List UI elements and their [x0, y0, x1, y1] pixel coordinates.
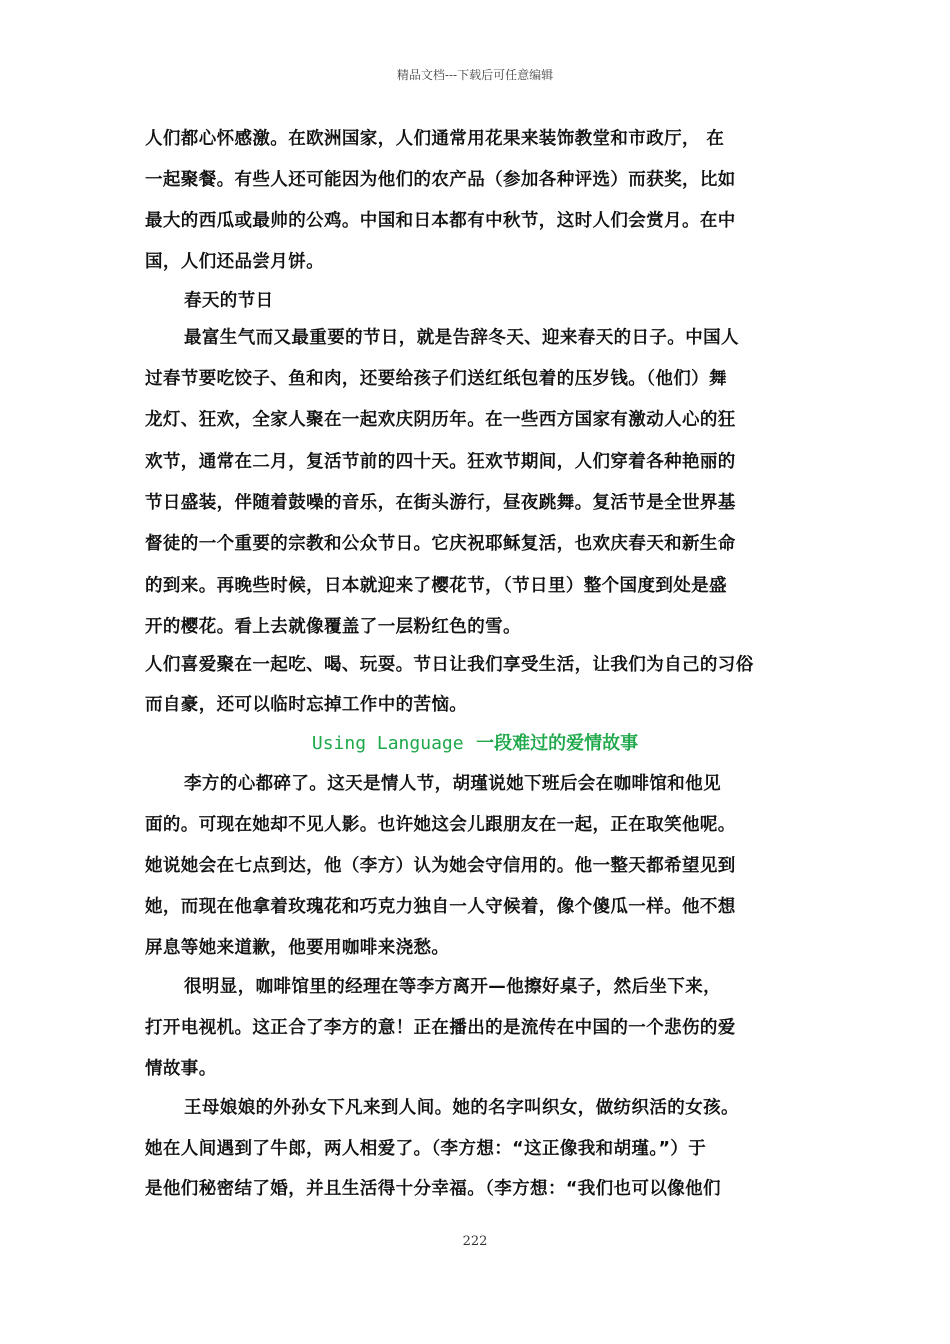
- paragraph-line: 一起聚餐。有些人还可能因为他们的农产品（参加各种评选）而获奖，比如: [145, 170, 736, 190]
- section-heading: [0, 729, 950, 755]
- paragraph-line: 屏息等她来道歉，他要用咖啡来浇愁。: [145, 938, 450, 958]
- paragraph-line: 人们喜爱聚在一起吃、喝、玩耍。节日让我们享受生活，让我们为自己的习俗: [145, 655, 754, 675]
- paragraph-line: 国，人们还品尝月饼。: [145, 252, 324, 272]
- paragraph-line: 龙灯、狂欢，全家人聚在一起欢庆阴历年。在一些西方国家有激动人心的狂: [145, 410, 736, 430]
- paragraph-line: 很明显，咖啡馆里的经理在等李方离开—他擦好桌子，然后坐下来，: [184, 977, 721, 997]
- paragraph-line: 最富生气而又最重要的节日，就是告辞冬天、迎来春天的日子。中国人: [184, 328, 739, 348]
- page-header: 精品文档---下载后可任意编辑: [396, 68, 554, 82]
- paragraph-line: 开的樱花。看上去就像覆盖了一层粉红色的雪。: [145, 617, 521, 637]
- heading-chinese: 一段难过的爱情故事: [463, 733, 639, 754]
- paragraph-line: 她在人间遇到了牛郎，两人相爱了。（李方想：“这正像我和胡瑾。”）于: [145, 1139, 707, 1159]
- paragraph-line: 欢节，通常在二月，复活节前的四十天。狂欢节期间，人们穿着各种艳丽的: [145, 452, 736, 472]
- heading-latin: Using Language: [311, 733, 464, 754]
- paragraph-line: 督徒的一个重要的宗教和公众节日。它庆祝耶稣复活，也欢庆春天和新生命: [145, 534, 736, 554]
- paragraph-line: 是他们秘密结了婚，并且生活得十分幸福。（李方想：“我们也可以像他们: [145, 1179, 721, 1199]
- paragraph-line: 打开电视机。这正合了李方的意！正在播出的是流传在中国的一个悲伤的爱: [145, 1018, 736, 1038]
- paragraph-line: 她说她会在七点到达，他（李方）认为她会守信用的。他一整天都希望见到: [145, 856, 736, 876]
- paragraph-line: 她，而现在他拿着玫瑰花和巧克力独自一人守候着，像个傻瓜一样。他不想: [145, 897, 736, 917]
- paragraph-line: 过春节要吃饺子、鱼和肉，还要给孩子们送红纸包着的压岁钱。（他们）舞: [145, 369, 727, 389]
- paragraph-line: 情故事。: [145, 1059, 217, 1079]
- paragraph-line: 王母娘娘的外孙女下凡来到人间。她的名字叫织女，做纺织活的女孩。: [184, 1098, 739, 1118]
- paragraph-line: 面的。可现在她却不见人影。也许她这会儿跟朋友在一起，正在取笑他呢。: [145, 815, 736, 835]
- paragraph-line: 而自豪，还可以临时忘掉工作中的苦恼。: [145, 695, 468, 715]
- paragraph-line: 的到来。再晚些时候，日本就迎来了樱花节，（节日里）整个国度到处是盛: [145, 576, 727, 596]
- section-title: 春天的节日: [184, 291, 274, 311]
- paragraph-line: 最大的西瓜或最帅的公鸡。中国和日本都有中秋节，这时人们会赏月。在中: [145, 211, 736, 231]
- page-number: 222: [462, 1234, 488, 1249]
- paragraph-line: 李方的心都碎了。这天是情人节，胡瑾说她下班后会在咖啡馆和他见: [184, 774, 721, 794]
- paragraph-line: 人们都心怀感激。在欧洲国家，人们通常用花果来装饰教堂和市政厅， 在: [145, 129, 725, 149]
- paragraph-line: 节日盛装，伴随着鼓噪的音乐，在街头游行，昼夜跳舞。复活节是全世界基: [145, 493, 736, 513]
